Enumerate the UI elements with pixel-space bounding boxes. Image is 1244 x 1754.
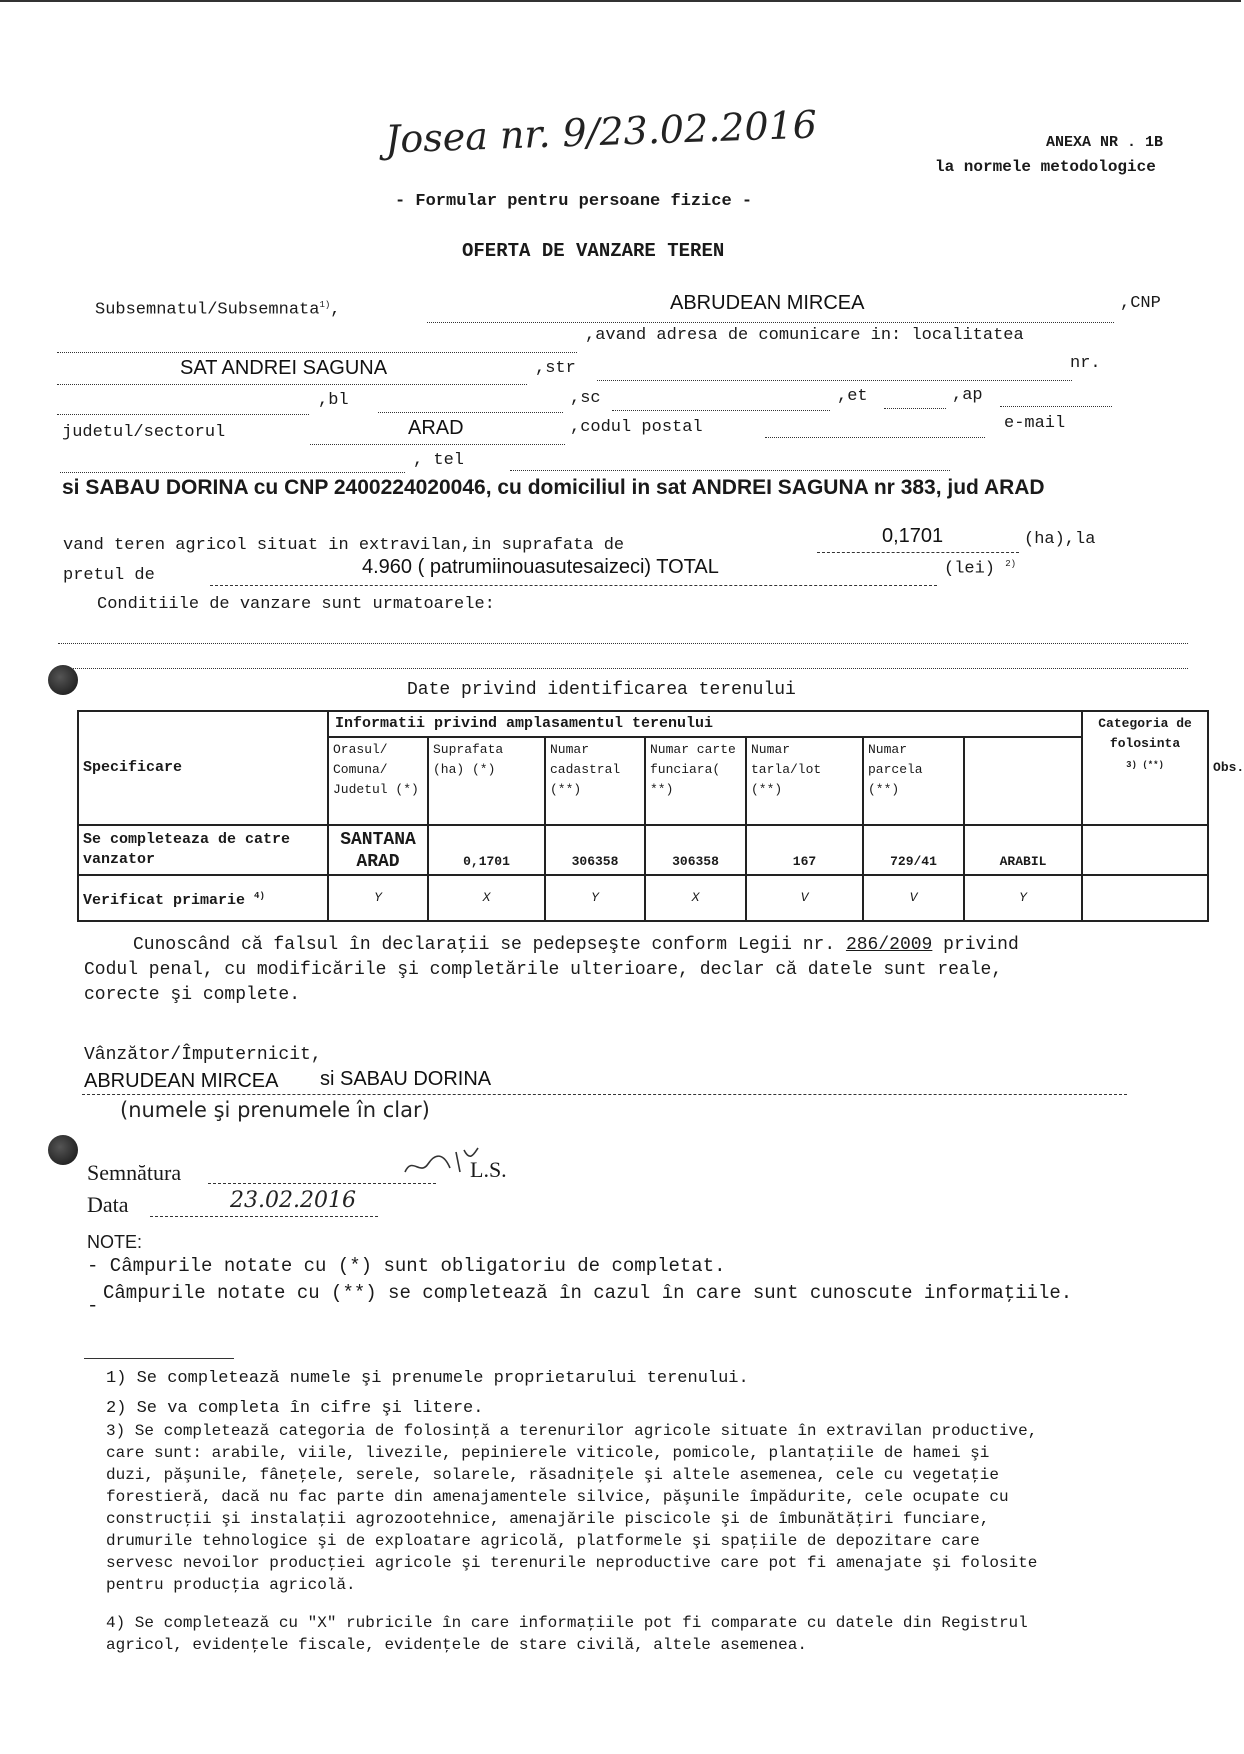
cell-obs-primarie [1082, 875, 1208, 921]
notes-title: NOTE: [87, 1232, 143, 1252]
footnote-3-line-8: pentru producţia agricolă. [106, 1576, 356, 1594]
footnote-3-line-6: drumurile tehnologice şi de exploatare agricolă, platformele şi spaţiile de depozitare care [106, 1532, 980, 1550]
street-label: ,str [535, 359, 576, 378]
cell-tarla-lot: 167 [746, 825, 863, 875]
price-value: 4.960 ( patrumiinouasutesaizeci) TOTAL [362, 556, 719, 578]
county-label: judetul/sectorul [62, 423, 226, 442]
staircase-dotted-line [612, 410, 830, 411]
postal-code-label: ,codul postal [570, 418, 703, 437]
signature-label: Semnătura [87, 1160, 182, 1185]
declaration-line-3: corecte şi complete. [84, 985, 301, 1005]
locality-dotted-line [57, 384, 527, 385]
table-row-primarie [78, 875, 1208, 921]
check-mark-suprafata: X [428, 875, 545, 921]
co-seller-statement: si SABAU DORINA cu CNP 2400224020046, cu domiciliul in sat ANDREI SAGUNA nr 383, jud ARAD [62, 476, 1045, 499]
postal-code-dotted-line [765, 437, 985, 438]
email-dotted-line [60, 472, 405, 473]
address-label: ,avand adresa de comunicare in: localitatea [585, 326, 1024, 345]
declaration-line-2: Codul penal, cu modificările şi completările ulterioare, declar că datele sunt reale, [84, 960, 1003, 980]
column-oras: Orasul/ Comuna/ Judetul (*) [328, 737, 428, 825]
number-dotted-line [57, 414, 309, 415]
footnote-3-line-2: care sunt: arabile, viile, livezile, pepinierele viticole, pomicole, plantaţiile de hamei şi [106, 1444, 990, 1462]
phone-dotted-line [510, 470, 950, 471]
conditions-label: Conditiile de vanzare sunt urmatoarele: [97, 595, 495, 614]
handwritten-signature [400, 1142, 480, 1182]
area-dashed-line [817, 552, 1019, 553]
number-label: nr. [1070, 354, 1101, 373]
footnote-4-line-1: 4) Se completează cu "X" rubricile în care informaţiile pot fi comparate cu datele din Registrul [106, 1614, 1028, 1632]
street-dotted-line [597, 380, 1072, 381]
cell-numar-cadastral: 306358 [545, 825, 645, 875]
footnote-4-line-2: agricol, evidenţele fiscale, evidenţele de stare civilă, altele asemenea. [106, 1636, 807, 1654]
floor-label: ,et [837, 387, 868, 406]
conditions-dotted-line-2 [58, 668, 1188, 669]
hectare-label: (ha),la [1024, 530, 1096, 549]
area-value: 0,1701 [882, 525, 944, 547]
cell-categoria: ARABIL [964, 825, 1082, 875]
apartment-dotted-line [1000, 406, 1112, 407]
group-header-location: Informatii privind amplasamentul terenului [328, 711, 1082, 737]
annex-number: ANEXA NR . 1B [1046, 134, 1164, 151]
punch-hole-bottom [48, 1135, 78, 1165]
column-parcela: Numar parcela (**) [863, 737, 964, 825]
block-label: ,bl [318, 391, 349, 410]
form-subtitle: - Formular pentru persoane fizice - [395, 192, 753, 211]
page-title: OFERTA DE VANZARE TEREN [462, 240, 725, 262]
row-label-vanzator: Se completeaza de catre vanzator [78, 825, 328, 875]
seller-name-caption: (numele şi prenumele în clar) [120, 1098, 430, 1122]
cell-obs [1082, 825, 1208, 875]
column-numar-cadastral: Numar cadastral (**) [545, 737, 645, 825]
note-dash: - [87, 1295, 99, 1317]
check-mark-tarla: V [746, 875, 863, 921]
sale-statement: vand teren agricol situat in extravilan,in suprafata de [63, 536, 625, 555]
seller-name-dashed-line [82, 1094, 1127, 1095]
subsemnatul-label: Subsemnatul/Subsemnata$^{1)}$, [95, 300, 341, 320]
apartment-label: ,ap [952, 386, 983, 405]
footnote-2: 2) Se va completa în cifre şi litere. [106, 1399, 484, 1418]
check-mark-carte-funciara: X [645, 875, 746, 921]
annex-subtitle: la normele metodologice [935, 158, 1156, 176]
row-label-primarie: Verificat primarie $^{4)}$ [78, 875, 328, 921]
column-tarla-lot: Numar tarla/lot (**) [746, 737, 863, 825]
column-carte-funciara: Numar carte funciara( **) [645, 737, 746, 825]
currency-label: (lei) $^{2)}$ [944, 559, 1017, 579]
cell-suprafata: 0,1701 [428, 825, 545, 875]
conditions-dotted-line-1 [58, 643, 1188, 644]
cnp-label: ,CNP [1120, 294, 1161, 313]
column-suprafata: Suprafata (ha) (*) [428, 737, 545, 825]
county-dotted-line [310, 444, 565, 445]
check-mark-parcela: V [863, 875, 964, 921]
check-mark-categoria: Y [964, 875, 1082, 921]
locality-value: SAT ANDREI SAGUNA [180, 357, 388, 379]
footnote-3-line-7: servesc nevoilor producţiei agricole şi terenurile neproductive care pot fi amenajate şi folosite [106, 1554, 1038, 1572]
note-optional-fields: Câmpurile notate cu (**) se completează în cazul în care sunt cunoscute informaţiile. [103, 1282, 1073, 1304]
signature-dashed-line [208, 1183, 436, 1184]
cell-carte-funciara: 306358 [645, 825, 746, 875]
price-dashed-line [210, 585, 937, 586]
check-mark-oras: Y [328, 875, 428, 921]
check-mark-cadastral: Y [545, 875, 645, 921]
column-specificare: Specificare [78, 711, 328, 825]
date-dashed-line [150, 1216, 378, 1217]
punch-hole-top [48, 665, 78, 695]
footnote-3-line-4: forestieră, dacă nu fac parte din amenajamentele silvice, păşunile împădurite, cele ocupate cu [106, 1488, 1009, 1506]
footnote-3-line-1: 3) Se completează categoria de folosinţă a terenurilor agricole situate în extravilan productive, [106, 1422, 1038, 1440]
note-mandatory-fields: - Câmpurile notate cu (*) sunt obligatoriu de completat. [87, 1255, 726, 1277]
seller-role-label: Vânzător/Împuternicit, [84, 1045, 322, 1065]
handwritten-registration-number: Josea nr. 9/23.02.2016 [384, 102, 818, 162]
footnote-separator [84, 1358, 234, 1359]
table-row-vanzator [78, 825, 1208, 875]
staircase-label: ,sc [570, 389, 601, 408]
email-label: e-mail [1004, 414, 1066, 433]
cell-parcela: 729/41 [863, 825, 964, 875]
owner-name-value: ABRUDEAN MIRCEA [670, 292, 865, 314]
price-label: pretul de [63, 566, 155, 585]
footnote-1: 1) Se completează numele şi prenumele proprietarului terenului. [106, 1369, 749, 1388]
scan-top-edge [0, 0, 1241, 2]
declaration-line-1: Cunoscând că falsul în declaraţii se pedepseşte conform Legii nr. 286/2009 privind [133, 935, 1019, 955]
name-dotted-line [427, 322, 1114, 323]
seller-name-2: si SABAU DORINA [320, 1068, 492, 1090]
seller-name-1: ABRUDEAN MIRCEA [84, 1070, 279, 1092]
cell-oras: SANTANA ARAD [328, 825, 428, 875]
land-identification-table: Specificare Informatii privind amplasamentul terenului Categoria de folosinta 3) (**) Obs. Orasul/ Comuna/ Judetul (*) Suprafata (ha) (*) Numar cadastral (**) Numar carte funciara( **) Numar tarla/lot (**) Numar parcela (**) Se completeaza de catre vanzator SANTANA ARAD 0,1701 306358 306358 167 729/41 ARABIL Verificat primarie $^{4)}$ Y X Y X V V Y [77, 710, 1209, 922]
column-categoria: Categoria de folosinta 3) (**) [1082, 711, 1208, 825]
block-dotted-line [378, 412, 563, 413]
footnote-3-line-5: construcţii şi instalaţii agrozootehnice, amenajările piscicole şi de îmbunătăţiri funciare, [106, 1510, 990, 1528]
cnp-dotted-line [57, 352, 577, 353]
date-label: Data [87, 1192, 129, 1217]
footnote-3-line-3: duzi, păşunile, fâneţele, serele, solarele, răsadniţele şi altele asemenea, cele cu vegetaţie [106, 1466, 999, 1484]
date-value: 23.02.2016 [230, 1188, 356, 1213]
floor-dotted-line [884, 408, 946, 409]
table-section-title: Date privind identificarea terenului [407, 680, 796, 700]
seal-placeholder: L.S. [470, 1157, 507, 1182]
county-value: ARAD [408, 417, 464, 439]
phone-label: , tel [413, 451, 465, 470]
